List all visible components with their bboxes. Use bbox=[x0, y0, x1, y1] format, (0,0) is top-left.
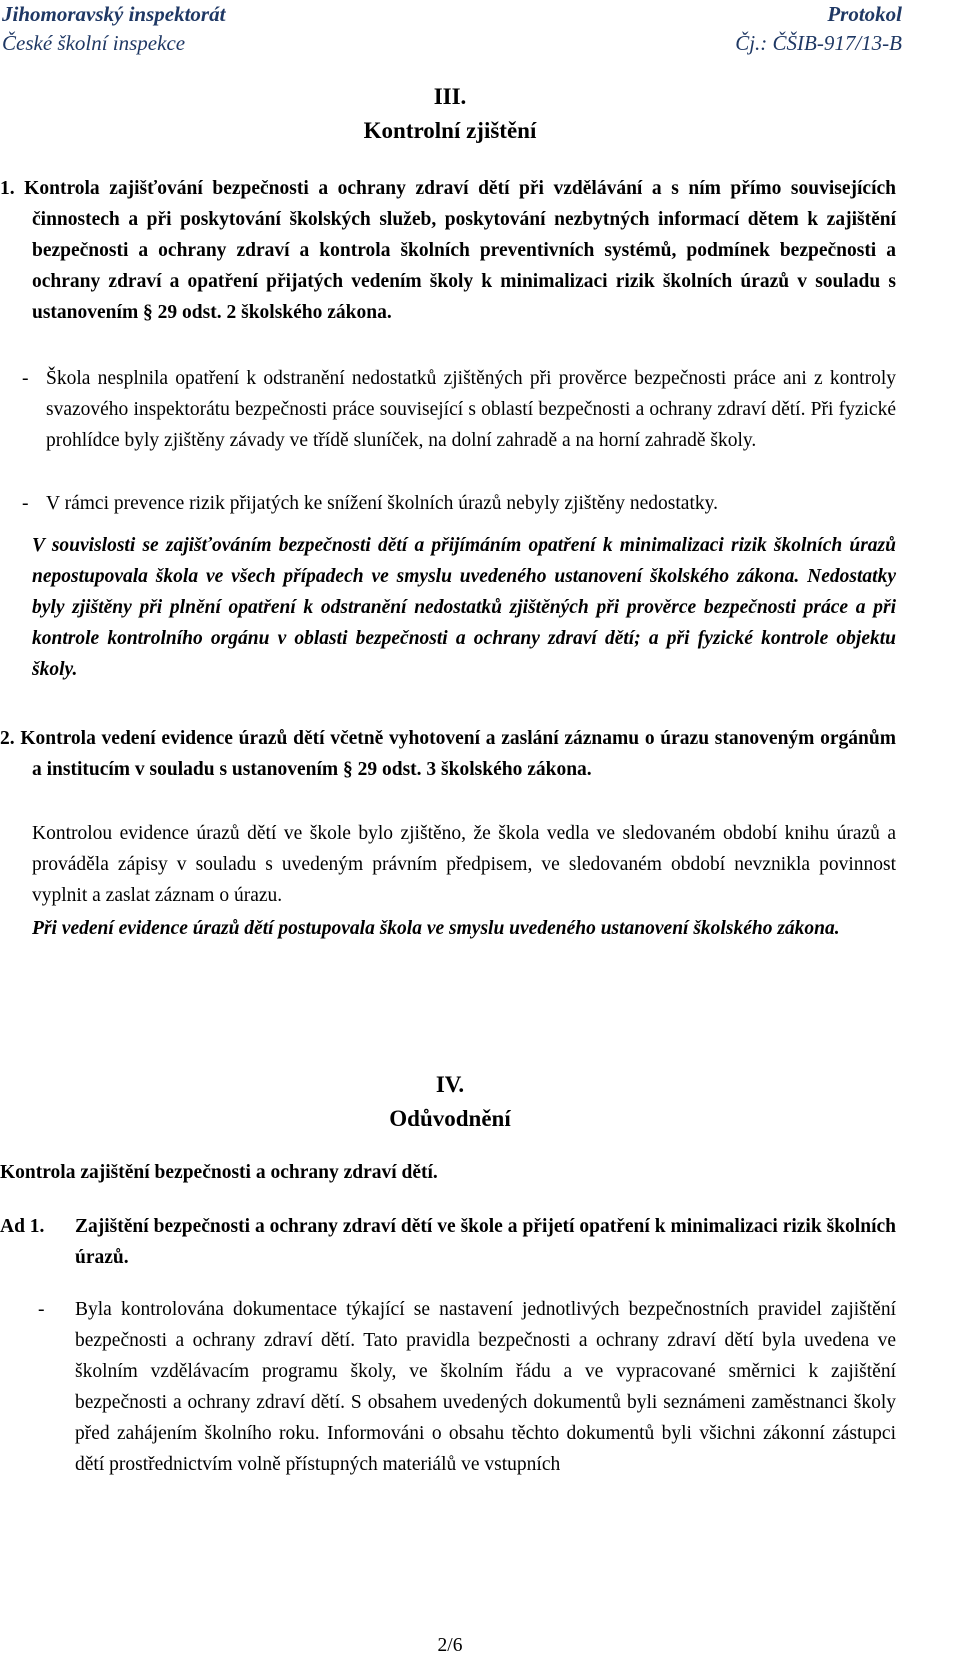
ad1-text: Zajištění bezpečnosti a ochrany zdraví dětí ve škole a přijetí opatření k minimalizaci rizik školních úrazů. bbox=[75, 1216, 896, 1268]
item1-bullet-2-block bbox=[0, 488, 896, 519]
item2-conclusion: Při vedení evidence úrazů dětí postupovala škola ve smyslu uvedeného ustanovení školského zákona. bbox=[32, 918, 840, 939]
header-doc-type: Protokol bbox=[827, 2, 902, 26]
header-inspectorate: Jihomoravský inspektorát bbox=[2, 2, 226, 26]
section3-item2 bbox=[0, 723, 896, 785]
section3-item1 bbox=[0, 173, 896, 328]
header-reference-number: Čj.: ČŠIB-917/13-B bbox=[735, 31, 902, 55]
section4-ad1 bbox=[0, 1211, 896, 1273]
item1-bullet-1: - Škola nesplnila opatření k odstranění nedostatků zjištěných při prověrce bezpečnosti práce ani z kontroly svazového inspektorátu bezpečnosti práce související s oblastí bezpečnosti a ochrany zdraví dětí. Při fyzické prohlídce byly zjištěny závady ve třídě sluníček, na dolní zahradě a na horní zahradě školy. bbox=[22, 368, 896, 451]
header-right bbox=[735, 0, 902, 58]
item2-heading: 2. Kontrola vedení evidence úrazů dětí včetně vyhotovení a zaslání záznamu o úrazu stanoveným orgánům a institucím v souladu s ustanovením § 29 odst. 3 školského zákona. bbox=[0, 728, 896, 780]
header-institution: České školní inspekce bbox=[2, 31, 186, 55]
section4-title: Odůvodnění bbox=[389, 1106, 511, 1131]
item1-bullet-2: - V rámci prevence rizik přijatých ke snížení školních úrazů nebyly zjištěny nedostatky. bbox=[22, 493, 718, 514]
section4-roman: IV. bbox=[435, 1072, 465, 1097]
item1-conclusion: V souvislosti se zajišťováním bezpečnosti dětí a přijímáním opatření k minimalizaci rizik školních úrazů nepostupovala škola ve všech případech ve smyslu uvedeného ustanovení školského zákona. Nedostatky byly zjištěny při plnění opatření k odstranění nedostatků zjištěných při prověrce bezpečnosti práce a při kontrole kontrolního orgánu v oblasti bezpečnosti a ochrany zdraví dětí; a při fyzické kontrole objektu školy. bbox=[32, 535, 896, 680]
page-number: 2/6 bbox=[437, 1635, 463, 1656]
section4-subtitle: Kontrola zajištění bezpečnosti a ochrany zdraví dětí. bbox=[0, 1162, 438, 1183]
ad1-label: Ad 1. bbox=[0, 1216, 45, 1237]
header-left bbox=[2, 0, 225, 58]
ad1-paragraph bbox=[0, 1211, 896, 1273]
section4-bullet-block bbox=[0, 1294, 896, 1480]
item1-heading: 1. Kontrola zajišťování bezpečnosti a ochrany zdraví dětí při vzdělávání a s ním přímo souvisejících činnostech a při poskytování školských služeb, poskytování nezbytných informací dětem k zajištění bezpečnosti a ochrany zdraví a kontrola školních preventivních systémů, podmínek bezpečnosti a ochrany zdraví a opatření přijatých vedením školy k minimalizaci rizik školních úrazů v souladu s ustanovením § 29 odst. 2 školského zákona. bbox=[0, 178, 896, 323]
item1-bullets bbox=[0, 363, 896, 456]
section3-title: Kontrolní zjištění bbox=[363, 118, 537, 143]
section4-bullet: - Byla kontrolována dokumentace týkající se nastavení jednotlivých bezpečnostních pravidel zajištění bezpečnosti a ochrany zdraví dětí. Tato pravidla bezpečnosti a ochrany zdraví dětí byla uvedena ve školním vzdělávacím programu školy, ve školním řádu a ve vypracované směrnici k zajištění bezpečnosti a ochrany zdraví dětí. S obsahem uvedených dokumentů byli seznámeni zaměstnanci školy před zahájením školního roku. Informováni o obsahu těchto dokumentů byli všichni zákonní zástupci dětí prostřednictvím volně přístupných materiálů ve vstupních bbox=[38, 1299, 896, 1475]
section3-roman: III. bbox=[433, 84, 467, 109]
item2-body: Kontrolou evidence úrazů dětí ve škole bylo zjištěno, že škola vedla ve sledovaném období knihu úrazů a prováděla zápisy v souladu s uvedeným právním předpisem, ve sledovaném období nevznikla povinnost vyplnit a zaslat záznam o úrazu. bbox=[32, 823, 896, 906]
